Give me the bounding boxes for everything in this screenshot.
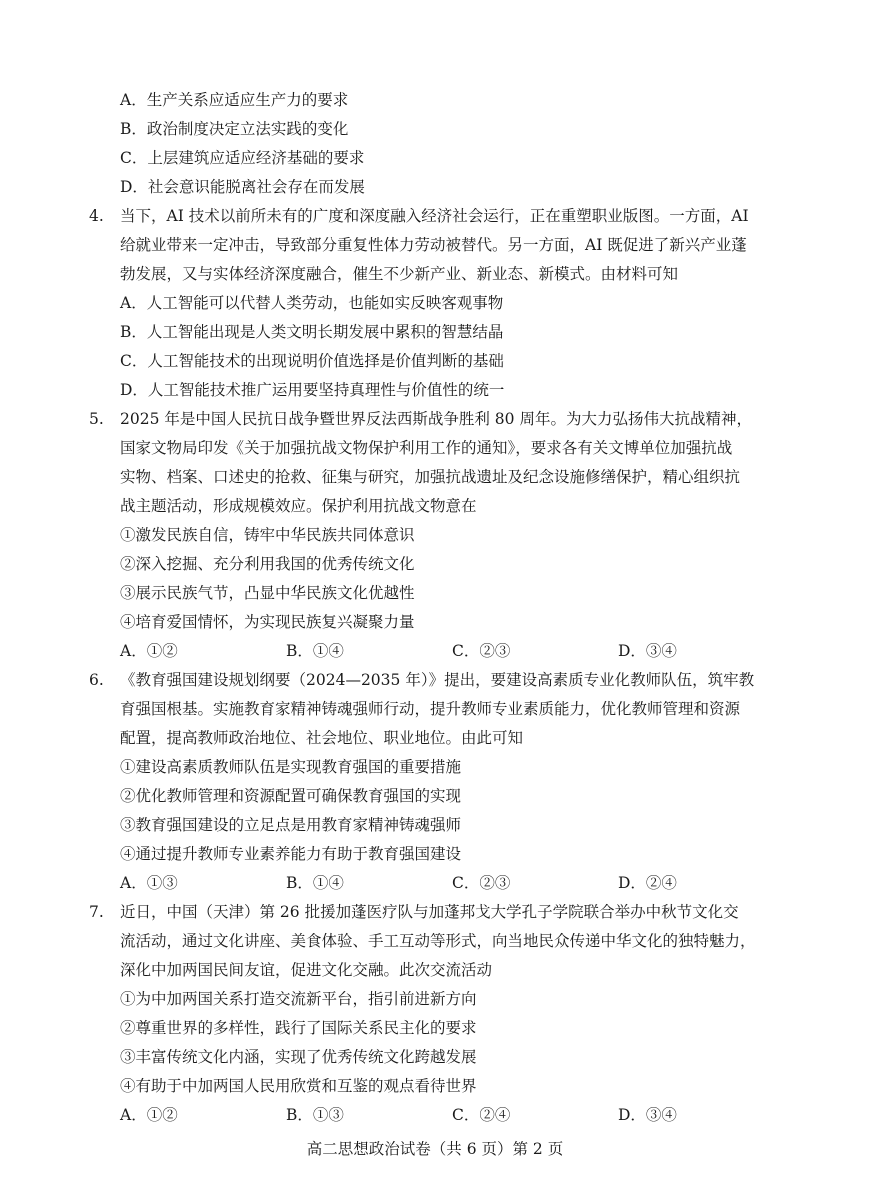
q4-option-c: C．人工智能技术的出现说明价值选择是价值判断的基础: [120, 352, 504, 370]
q4-stem-line: 勃发展，又与实体经济深度融合，催生不少新产业、新业态、新模式。由材料可知: [120, 265, 679, 283]
page-footer: 高二思想政治试卷（共 6 页）第 2 页: [306, 1140, 564, 1158]
q7-choice-a: A．①②: [120, 1106, 178, 1124]
q6-item-3: ③教育强国建设的立足点是用教育家精神铸魂强师: [120, 816, 462, 834]
q5-stem-line: 实物、档案、口述史的抢救、征集与研究，加强抗战遗址及纪念设施修缮保护，精心组织抗: [120, 468, 741, 486]
q7-item-1: ①为中加两国关系打造交流新平台，指引前进新方向: [120, 990, 477, 1008]
q3-option-d: D．社会意识能脱离社会存在而发展: [120, 178, 365, 196]
q5-choice-a: A．①②: [120, 642, 178, 660]
q7-item-2: ②尊重世界的多样性，践行了国际关系民主化的要求: [120, 1019, 477, 1037]
q7-number: 7.: [89, 903, 104, 921]
q5-stem-line: 国家文物局印发《关于加强抗战文物保护利用工作的通知》，要求各有关文博单位加强抗战: [120, 439, 733, 457]
q4-option-a: A．人工智能可以代替人类劳动，也能如实反映客观事物: [120, 294, 504, 312]
q6-stem-line: 《教育强国建设规划纲要（2024—2035 年）》提出，要建设高素质专业化教师队伍，筑牢教: [120, 671, 755, 689]
q7-choice-d: D．③④: [618, 1106, 677, 1124]
q5-choice-b: B．①④: [286, 642, 344, 660]
q7-choice-c: C．②④: [452, 1106, 511, 1124]
q5-item-3: ③展示民族气节，凸显中华民族文化优越性: [120, 584, 415, 602]
q3-option-c: C．上层建筑应适应经济基础的要求: [120, 149, 365, 167]
q7-stem-line: 流活动，通过文化讲座、美食体验、手工互动等形式，向当地民众传递中华文化的独特魅力，: [120, 932, 756, 950]
q5-number: 5.: [89, 410, 104, 428]
q4-option-b: B．人工智能出现是人类文明长期发展中累积的智慧结晶: [120, 323, 504, 341]
q5-stem-line: 战主题活动，形成规模效应。保护利用抗战文物意在: [120, 497, 477, 515]
q7-item-4: ④有助于中加两国人民用欣赏和互鉴的观点看待世界: [120, 1077, 477, 1095]
q6-choice-c: C．②③: [452, 874, 511, 892]
q5-item-1: ①激发民族自信，铸牢中华民族共同体意识: [120, 526, 415, 544]
q4-number: 4.: [89, 207, 104, 225]
q6-choice-b: B．①④: [286, 874, 344, 892]
q3-option-b: B．政治制度决定立法实践的变化: [120, 120, 349, 138]
q6-item-2: ②优化教师管理和资源配置可确保教育强国的实现: [120, 787, 462, 805]
q6-choice-a: A．①③: [120, 874, 178, 892]
q7-choice-b: B．①③: [286, 1106, 344, 1124]
q7-stem-line: 深化中加两国民间友谊，促进文化交融。此次交流活动: [120, 961, 493, 979]
q5-choices: [120, 641, 760, 661]
q5-stem-line: 2025 年是中国人民抗日战争暨世界反法西斯战争胜利 80 周年。为大力弘扬伟大抗战精神，: [120, 410, 752, 428]
q6-item-4: ④通过提升教师专业素养能力有助于教育强国建设: [120, 845, 462, 863]
q6-choices: [120, 873, 760, 893]
q6-item-1: ①建设高素质教师队伍是实现教育强国的重要措施: [120, 758, 462, 776]
q3-option-a: A．生产关系应适应生产力的要求: [120, 91, 349, 109]
q4-stem-line: 当下，AI 技术以前所未有的广度和深度融入经济社会运行，正在重塑职业版图。一方面，AI: [120, 207, 749, 225]
q6-stem-line: 育强国根基。实施教育家精神铸魂强师行动，提升教师专业素质能力，优化教师管理和资源: [120, 700, 741, 718]
q4-stem-line: 给就业带来一定冲击，导致部分重复性体力劳动被替代。另一方面，AI 既促进了新兴产业蓬: [120, 236, 747, 254]
q4-option-d: D．人工智能技术推广运用要坚持真理性与价值性的统一: [120, 381, 505, 399]
q6-stem-line: 配置，提高教师政治地位、社会地位、职业地位。由此可知: [120, 729, 524, 747]
q5-item-4: ④培育爱国情怀，为实现民族复兴凝聚力量: [120, 613, 415, 631]
q5-choice-c: C．②③: [452, 642, 511, 660]
q5-choice-d: D．③④: [618, 642, 677, 660]
q7-choices: [120, 1105, 760, 1125]
q6-number: 6.: [89, 671, 104, 689]
q7-stem-line: 近日，中国（天津）第 26 批援加蓬医疗队与加蓬邦戈大学孔子学院联合举办中秋节文化交: [120, 903, 739, 921]
q7-item-3: ③丰富传统文化内涵，实现了优秀传统文化跨越发展: [120, 1048, 477, 1066]
q6-choice-d: D．②④: [618, 874, 677, 892]
q5-item-2: ②深入挖掘、充分利用我国的优秀传统文化: [120, 555, 415, 573]
